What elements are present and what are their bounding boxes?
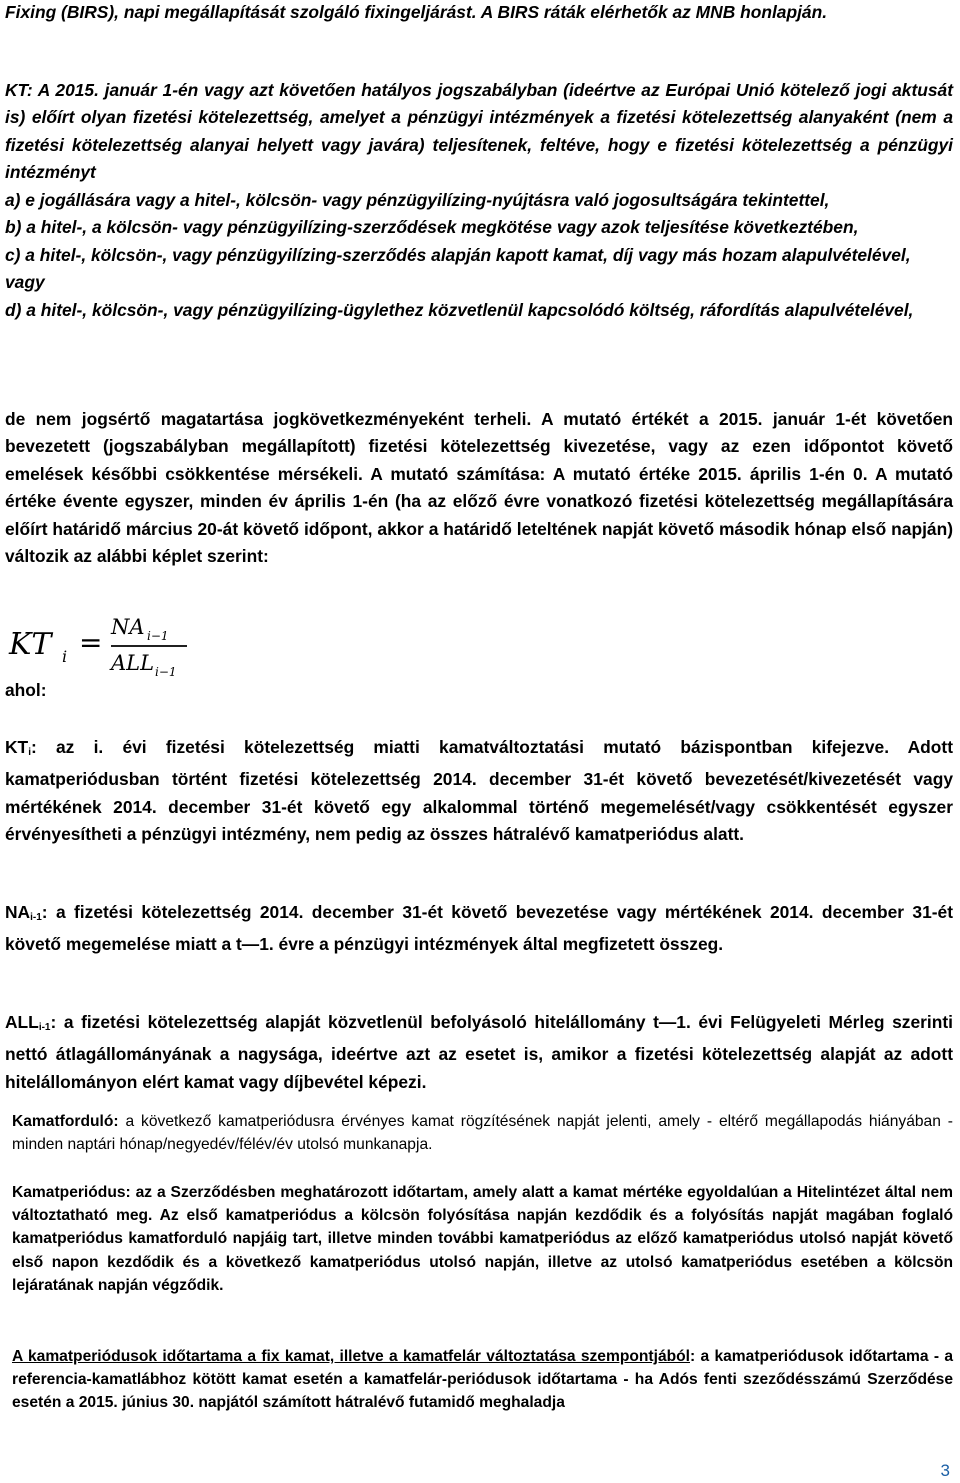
all-term: ALL (5, 1012, 39, 1032)
na-term-text: : a fizetési kötelezettség 2014. december 31-ét követő bevezetése vagy mértékének 2014. december 31-ét követő megemelése miatt a t—1. évre a pénzügyi intézmények által megfizetett összeg. (5, 902, 953, 955)
paragraph-kt-definition (5, 77, 953, 187)
kt-definition-text: A 2015. január 1-én vagy azt követően hatályos jogszabályban (ideértve az Európai Unió kötelező jogi aktusát is) előírt olyan fizetési kötelezettség, amelyet a pénzügyi intézmények a fizetési kötelezettség alanyaként (nem a fizetési kötelezettség alanyai helyett vagy javára) teljesítenek, feltéve, hogy e fizetési kötelezettség a pénzügyi intézményt (5, 80, 953, 183)
page-number: 3 (940, 1461, 950, 1480)
kamatfordulo-text: a következő kamatperiódusra érvényes kamat rögzítésének napját jelenti, amely - eltérő megállapodás hiányában - minden naptári hónap/negyedév/félév/év utolsó munkanapja. (12, 1113, 953, 1154)
list-item-a: a) e jogállására vagy a hitel-, kölcsön- vagy pénzügyilízing-nyújtásra való jogosultságára tekintettel, (5, 190, 830, 210)
na-term: NA (5, 902, 31, 922)
formula-denominator: ALL (111, 651, 155, 675)
paragraph-kamatperiodus-idotartama (5, 1345, 953, 1415)
all-term-text: : a fizetési kötelezettség alapját közvetlenül befolyásoló hitelállomány t—1. évi Felügyeleti Mérleg szerinti nettó átlagállományának a nagysága, ideértve azt az esetet is, amikor a fizetési kötelezettség alapját az adott hitelállományon elért kamat vagy díjbevétel képezi. (5, 1012, 953, 1092)
na-term-sub: i-1 (30, 912, 42, 923)
definition-all (5, 1009, 953, 1096)
list-item-c: c) a hitel-, kölcsön-, vagy pénzügyilízing-szerződés alapján kapott kamat, díj vagy más hozam alapulvételével, vagy (5, 244, 911, 293)
paragraph-main: de nem jogsértő magatartása jogkövetkezményeként terheli. A mutató értékét a 2015. január 1-ét követően bevezetett (jogszabályban megállapított) fizetési kötelezettség kivezetése, vagy az ezen időpontot követő emelések későbbi csökkentése mérsékeli. A mutató számítása: A mutató értéke 2015. április 1-én 0. A mutató értéke évente egyszer, minden év április 1-én (ha az előző évre vonatkozó fizetési kötelezettség megállapítására előírt határidő március 20-át követő időpont, akkor a határidő leteltének napját követő második hónap első napján) változik az alábbi képlet szerint: (5, 409, 953, 567)
formula-equals: = (79, 626, 103, 659)
formula-numerator-sub: i−1 (147, 629, 169, 643)
ahol-label: ahol: (5, 680, 47, 700)
definition-na (5, 899, 953, 959)
last-paragraph-text: : a kamatperiódusok időtartama - a referencia-kamatlábhoz kötött kamat esetén a kamatfelár-periódusok időtartama - ha Adós fenti szeződésszámú Szerződése esetén a 2015. június 30. napjától számított hátralévő futamidő meghaladja (12, 1348, 954, 1412)
kamatfordulo-term: Kamatforduló: (12, 1113, 119, 1130)
formula-denominator-sub: i−1 (155, 665, 177, 679)
kt-label: KT: (5, 80, 33, 100)
underlined-heading: A kamatperiódusok időtartama a fix kamat, illetve a kamatfelár változtatása szempontjából (12, 1348, 690, 1365)
paragraph-birs: Fixing (BIRS), napi megállapítását szolgáló fixingeljárást. A BIRS ráták elérhetők az MNB honlapján. (5, 2, 828, 22)
definition-kamatfordulo (5, 1110, 953, 1156)
formula-numerator: NA (111, 615, 145, 639)
list-item-b: b) a hitel-, a kölcsön- vagy pénzügyilízing-szerződések megkötése vagy azok teljesítése következtében, (5, 217, 859, 238)
formula (7, 610, 197, 680)
all-term-sub: i-1 (38, 1022, 51, 1033)
kt-term: KT (5, 737, 29, 757)
definition-kamatperiodus: Kamatperiódus: az a Szerződésben meghatározott időtartam, amely alatt a kamat mértéke egyoldalúan a Hitelintézet által nem változtatható meg. Az első kamatperiódus a kölcsön folyósítása napján kezdődik és a folyósítás napját magában foglaló kamatperiódus kamatforduló napjáig tart, illetve minden további kamatperiódus az előző kamatperiódus utolsó napját követő első napon kezdődik és a következő kamatperiódus utolsó napján, illetve az utolsó kamatperiódus esetében a kölcsön lejáratának napján végződik. (12, 1184, 953, 1294)
kt-term-sub: i (28, 747, 31, 758)
formula-lhs: KT (9, 627, 52, 662)
list-item-d: d) a hitel-, kölcsön-, vagy pénzügyilízing-ügylethez közvetlenül kapcsolódó költség, ráfordítás alapulvételével, (5, 299, 914, 320)
formula-lhs-sub: i (62, 647, 68, 666)
definition-kt (5, 734, 953, 849)
formula-image (7, 610, 197, 680)
kt-term-text: : az i. évi fizetési kötelezettség miatti kamatváltoztatási mutató bázispontban kifejezve. Adott kamatperiódusban történt fizetési kötelezettség 2014. december 31-ét követő bevezetését/kivezetését vagy mértékének 2014. december 31-ét követő egy alkalommal történő megemelését/vagy csökkentését egyszer érvényesítheti a pénzügyi intézmény, nem pedig az összes hátralévő kamatperiódus alatt. (5, 737, 953, 845)
list-items (5, 187, 953, 324)
